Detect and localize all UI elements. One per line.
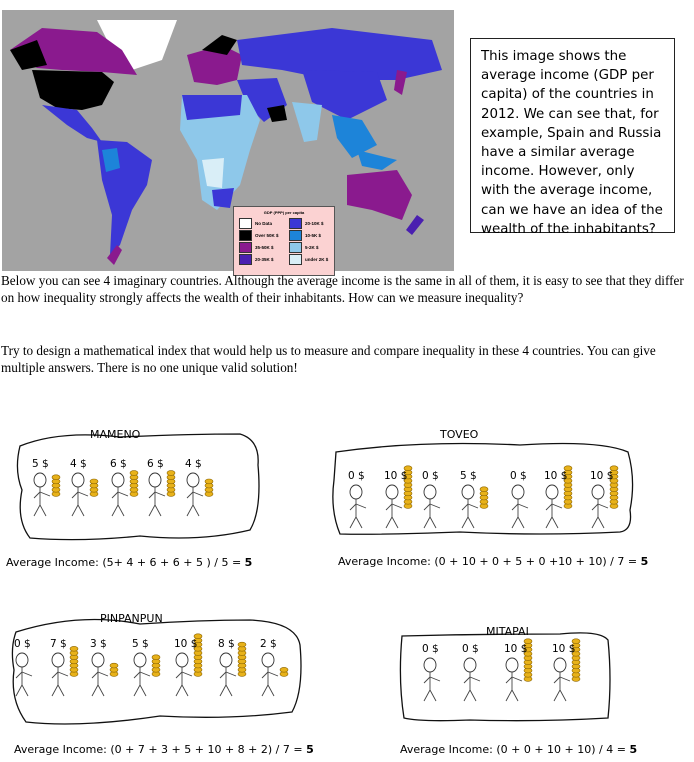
income-label: 3 $ [90,638,107,650]
country-name: PINPANPUN [100,612,163,625]
coin [110,663,118,668]
person-arm [430,677,440,681]
average-result: 5 [640,555,649,568]
person-arm [187,492,193,498]
person-head [220,653,232,667]
income-label: 6 $ [110,458,127,470]
person-leg [72,505,78,516]
person-leg [16,685,22,696]
person-arm [424,504,430,510]
income-label: 2 $ [260,638,277,650]
person-leg [182,685,188,696]
intro-paragraph: Below you can see 4 imaginary countries. Although the average income is the same in all of them, it is easy to see that they differ on how inequality strongly affects the wealth of their inhabitants. How can we measure inequality? [1,273,684,305]
person-leg [598,517,604,528]
person-leg [176,685,182,696]
person-head [134,653,146,667]
person-arm [560,677,570,681]
income-label: 5 $ [32,458,49,470]
person-arm [155,492,165,496]
income-label: 5 $ [460,470,477,482]
person-arm [112,492,118,498]
income-label: 8 $ [218,638,235,650]
person-leg [118,505,124,516]
person-arm [506,677,512,683]
person-head [462,485,474,499]
person-leg [58,685,64,696]
person-leg [512,517,518,528]
person-leg [462,517,468,528]
person-arm [430,504,440,508]
person-arm [193,492,203,496]
person-leg [560,690,566,701]
average-income [400,743,637,756]
person-arm [552,504,562,508]
task-paragraph: Try to design a mathematical index that would help us to measure and compare inequality in these 4 countries. You can give multiple answers. There is no one unique valid solution! [1,343,656,375]
person-leg [98,685,104,696]
income-label: 4 $ [185,458,202,470]
person-leg [112,505,118,516]
person-arm [512,504,518,510]
income-label: 10 $ [504,643,528,655]
average-formula: Average Income: (0 + 7 + 3 + 5 + 10 + 8 + 2) / 7 = [14,743,307,756]
income-label: 10 $ [384,470,408,482]
legend-label: Over 50K $ [255,232,279,238]
person-leg [350,517,356,528]
person-arm [182,672,192,676]
person-leg [546,517,552,528]
legend-title: GDP (PPP) per capita [263,210,305,215]
person-arm [592,504,598,510]
person-leg [552,517,558,528]
country-name: MITAPAI [486,625,529,638]
person-leg [356,517,362,528]
person-arm [512,677,522,681]
person-arm [468,504,478,508]
person-arm [464,677,470,683]
person-leg [155,505,161,516]
person-arm [40,492,50,496]
person-leg [34,505,40,516]
income-label: 10 $ [174,638,198,650]
legend-label: 20-10K $ [305,220,324,226]
income-label: 0 $ [422,643,439,655]
person-leg [40,505,46,516]
person-leg [220,685,226,696]
person-arm [220,672,226,678]
income-label: 6 $ [147,458,164,470]
person-leg [268,685,274,696]
person-arm [350,504,356,510]
average-income [338,555,648,568]
income-label: 0 $ [462,643,479,655]
income-label: 7 $ [50,638,67,650]
average-income [6,556,252,569]
legend-label: 10-5K $ [305,232,322,238]
person-leg [78,505,84,516]
person-leg [424,517,430,528]
income-label: 0 $ [510,470,527,482]
person-arm [58,672,68,676]
person-leg [52,685,58,696]
person-head [592,485,604,499]
person-head [350,485,362,499]
person-leg [134,685,140,696]
person-leg [386,517,392,528]
person-leg [468,517,474,528]
person-arm [98,672,108,676]
legend-label: No Data [255,220,273,226]
person-arm [176,672,182,678]
person-arm [470,677,480,681]
person-arm [72,492,78,498]
income-label: 0 $ [422,470,439,482]
average-result: 5 [244,556,253,569]
person-arm [16,672,22,678]
person-head [512,485,524,499]
person-arm [92,672,98,678]
person-leg [506,690,512,701]
income-label: 10 $ [552,643,576,655]
person-arm [518,504,528,508]
income-label: 0 $ [14,638,31,650]
person-head [546,485,558,499]
person-leg [554,690,560,701]
person-arm [78,492,88,496]
person-arm [356,504,366,508]
person-leg [262,685,268,696]
person-arm [268,672,278,676]
average-result: 5 [629,743,638,756]
average-formula: Average Income: (0 + 10 + 0 + 5 + 0 +10 + 10) / 7 = [338,555,641,568]
legend-label: 20-35K $ [255,256,274,262]
person-leg [187,505,193,516]
person-head [506,658,518,672]
person-arm [118,492,128,496]
coin [70,646,78,651]
coin [152,655,160,660]
legend-label: under 2K $ [305,256,329,262]
legend-label: 35-50K $ [255,244,274,250]
coin [52,475,60,480]
person-leg [470,690,476,701]
person-head [554,658,566,672]
person-head [34,473,46,487]
person-leg [392,517,398,528]
average-income [14,743,314,756]
person-arm [52,672,58,678]
person-head [424,658,436,672]
average-result: 5 [306,743,314,756]
person-leg [512,690,518,701]
person-leg [430,517,436,528]
coin [238,642,246,647]
person-arm [140,672,150,676]
person-arm [598,504,608,508]
person-head [112,473,124,487]
person-head [92,653,104,667]
person-head [464,658,476,672]
average-formula: Average Income: (5+ 4 + 6 + 6 + 5 ) / 5 = [6,556,245,569]
person-arm [392,504,402,508]
person-leg [92,685,98,696]
income-label: 10 $ [544,470,568,482]
person-leg [592,517,598,528]
average-formula: Average Income: (0 + 0 + 10 + 10) / 4 = [400,743,630,756]
person-leg [430,690,436,701]
person-arm [22,672,32,676]
person-head [72,473,84,487]
income-label: 10 $ [590,470,614,482]
coin [90,479,98,484]
person-arm [554,677,560,683]
coin [167,471,175,476]
person-leg [193,505,199,516]
person-head [176,653,188,667]
income-label: 0 $ [348,470,365,482]
person-arm [134,672,140,678]
coin [480,487,488,492]
person-arm [262,672,268,678]
person-arm [226,672,236,676]
country-name: MAMENO [90,428,141,441]
person-head [187,473,199,487]
person-head [262,653,274,667]
person-arm [462,504,468,510]
person-arm [386,504,392,510]
person-head [149,473,161,487]
person-leg [518,517,524,528]
country-name: TOVEO [440,428,479,441]
person-leg [149,505,155,516]
info-box: This image shows the average income (GDP per capita) of the countries in 2012. We can see that, for example, Spain and Russia have a similar average income. However, only with the average income, can we have an idea of the wealth of the inhabitants? [470,38,675,233]
person-arm [546,504,552,510]
legend-label: 5-2K $ [305,244,319,250]
income-label: 5 $ [132,638,149,650]
person-head [52,653,64,667]
coin [205,479,213,484]
person-head [16,653,28,667]
person-leg [464,690,470,701]
coin [130,471,138,476]
person-arm [149,492,155,498]
person-arm [424,677,430,683]
person-leg [226,685,232,696]
person-leg [140,685,146,696]
coin [280,667,288,672]
income-label: 4 $ [70,458,87,470]
person-head [386,485,398,499]
person-head [424,485,436,499]
person-leg [22,685,28,696]
person-arm [34,492,40,498]
person-leg [424,690,430,701]
